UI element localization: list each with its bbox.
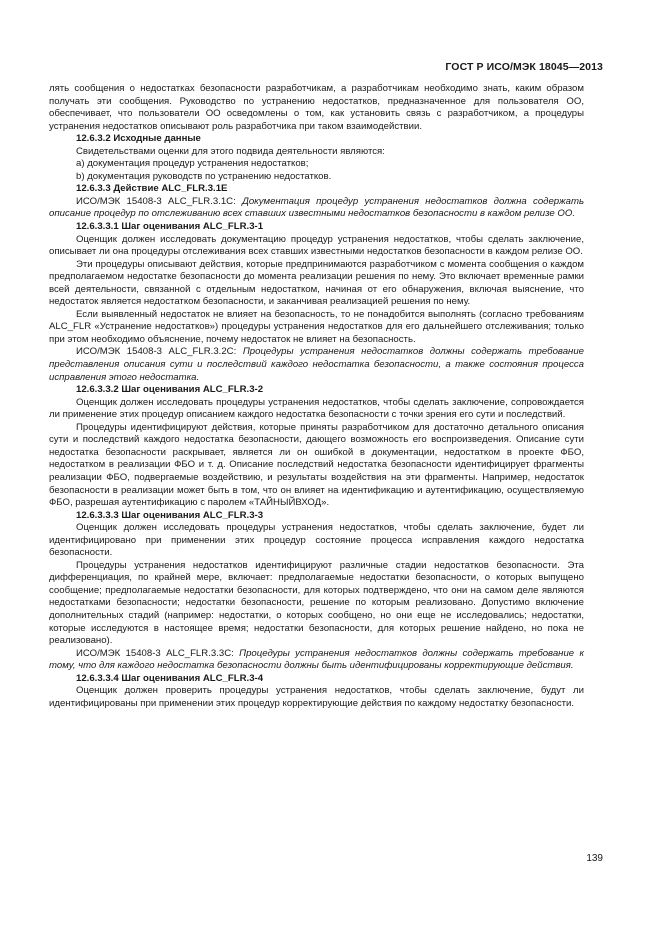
section-heading bbox=[49, 183, 584, 196]
paragraph-text: Оценщик должен исследовать процедуры устранения недостатков, чтобы сделать заключение, сопровождается ли применение этих процедур описанием каждого недостатка безопасности с точки зрения его сути и последствий. bbox=[49, 396, 584, 421]
paragraph-text: Оценщик должен проверить процедуры устранения недостатков, чтобы сделать заключение, будут ли идентифицированы при применении этих процедур корректирующие действия по каждому недостатку безопасности. bbox=[49, 685, 584, 709]
requirement-text: Процедуры устранения недостатков должны содержать требование к тому, что для каждого недостатка безопасности должны быть идентифицированы корректирующие действия. bbox=[49, 647, 584, 672]
paragraph bbox=[49, 560, 584, 648]
paragraph-text: ИСО/МЭК 15408-3 ALC_FLR.3.2С: bbox=[76, 346, 243, 358]
paragraph-text: Процедуры идентифицируют действия, которые приняты разработчиком для достаточно детального описания сути и последствий каждого недостатка безопасности, дающего возможность его воспроизведения. Описание сути недостатка безопасности раскрывает, является ли он ошибкой в документации, недостатком в проекте ФБО, недостатком в реализации ФБО и т. д. Описание последствий недостатка безопасности идентифицирует фрагменты реализации ФБО, подвергаемые воздействию, и результаты воздействия на эти фрагменты. Например, недостаток безопасности в реализации может быть в том, что он влияет на идентификацию и аутентификацию, осуществляемую ФБО, разрешая аутентификацию с паролем «ТАЙНЫЙВХОД». bbox=[49, 421, 584, 509]
paragraph-text: Процедуры устранения недостатков идентифицируют различные стадии недостатков безопасности. Эта дифференциация, по крайней мере, включает: предполагаемые недостатки безопасности, о которых выпущено сообщение; предполагаемые недостатки безопасности, для которых подтверждено, что они на самом деле являются недостатками безопасности; недостатки безопасности, решение по которым реализовано. Допустимо включение дополнительных стадий (например: недостатки, о которых сообщено, но они еще не исследовались; недостатки, которые исследуются в настоящее время; недостатки безопасности, для которых решение найдено, но пока не реализовано). bbox=[49, 559, 584, 647]
paragraph bbox=[49, 522, 584, 560]
paragraph-text: Оценщик должен исследовать документацию процедур устранения недостатков, чтобы сделать заключение, описывает ли она процедуры отслеживания всех ставших известными недостатков безопасности в каждом релизе ОО. bbox=[49, 233, 584, 258]
paragraph-text: Оценщик должен исследовать процедуры устранения недостатков, чтобы сделать заключение, будет ли идентифицировано при применении этих процедур состояние процесса исправления каждого недостатка безопасности. bbox=[49, 522, 584, 559]
paragraph-text: a) документация процедур устранения недостатков; bbox=[76, 158, 309, 170]
paragraph bbox=[49, 685, 584, 710]
requirement-text: Процедуры устранения недостатков должны содержать требование представления описания сути и последствий каждого недостатка безопасности, а также состояния процесса исправления этого недостатка. bbox=[49, 346, 584, 383]
paragraph-text: 12.6.3.3.3 Шаг оценивания ALC_FLR.3-3 bbox=[76, 509, 264, 521]
paragraph bbox=[49, 196, 584, 221]
section-heading bbox=[49, 133, 584, 146]
paragraph-text: ИСО/МЭК 15408-3 ALC_FLR.3.3С: bbox=[76, 647, 240, 659]
paragraph-text: Если выявленный недостаток не влияет на безопасность, то не понадобится выполнять (согласно требованиям ALC_FLR «Устранение недостатков») процедуры устранения недостатков для его дальнейшего отслеживания; только при этом необходимо объяснение, почему недостаток не влияет на безопасность. bbox=[49, 308, 584, 345]
paragraph-text: 12.6.3.3.2 Шаг оценивания ALC_FLR.3-2 bbox=[76, 384, 264, 396]
paragraph bbox=[49, 171, 584, 184]
section-heading bbox=[49, 510, 584, 523]
paragraph bbox=[49, 648, 584, 673]
paragraph bbox=[49, 158, 584, 171]
section-heading bbox=[49, 221, 584, 234]
paragraph-text: Свидетельствами оценки для этого подвида деятельности являются: bbox=[76, 145, 385, 157]
paragraph-text: 12.6.3.3.4 Шаг оценивания ALC_FLR.3-4 bbox=[76, 672, 264, 684]
paragraph-text: лять сообщения о недостатках безопасности разработчикам, а разработчикам необходимо знать, каким образом получать эти сообщения. Руководство по устранению недостатков, предназначенное для пользователя ОО, обеспечивает, что пользователи ОО осведомлены о том, как установить связь с разработчиком, а процедуры устранения недостатков описывают роль разработчика при таком взаимодействии. bbox=[49, 83, 584, 132]
requirement-text: Документация процедур устранения недостатков должна содержать описание процедур по отслеживанию всех ставших известными недостатков безопасности в каждом релизе ОО. bbox=[49, 195, 584, 220]
document-body bbox=[49, 83, 584, 710]
paragraph bbox=[49, 422, 584, 510]
paragraph-text: 12.6.3.2 Исходные данные bbox=[76, 133, 201, 145]
paragraph bbox=[49, 309, 584, 347]
section-heading bbox=[49, 673, 584, 686]
paragraph-text: 12.6.3.3 Действие ALC_FLR.3.1E bbox=[76, 183, 228, 195]
continued-paragraph bbox=[49, 83, 584, 133]
paragraph bbox=[49, 397, 584, 422]
paragraph-text: Эти процедуры описывают действия, которые предпринимаются разработчиком с момента сообщения о каждом предполагаемом недостатке безопасности до момента реализации решения по нему. Это включает временные рамки всей деятельности, связанной с отдельным недостатком, начиная от его обнаружения, включая выяснение, что недостаток является недостатком безопасности, и заканчивая реализацией решения по нему. bbox=[49, 258, 584, 308]
paragraph bbox=[49, 234, 584, 259]
paragraph bbox=[49, 346, 584, 384]
standard-header: ГОСТ Р ИСО/МЭК 18045—2013 bbox=[445, 61, 603, 73]
paragraph bbox=[49, 146, 584, 159]
paragraph-text: b) документация руководств по устранению недостатков. bbox=[76, 170, 332, 182]
paragraph bbox=[49, 259, 584, 309]
page-number: 139 bbox=[586, 853, 603, 864]
paragraph-text: ИСО/МЭК 15408-3 ALC_FLR.3.1С: bbox=[76, 195, 243, 207]
section-heading bbox=[49, 384, 584, 397]
paragraph-text: 12.6.3.3.1 Шаг оценивания ALC_FLR.3-1 bbox=[76, 221, 264, 233]
